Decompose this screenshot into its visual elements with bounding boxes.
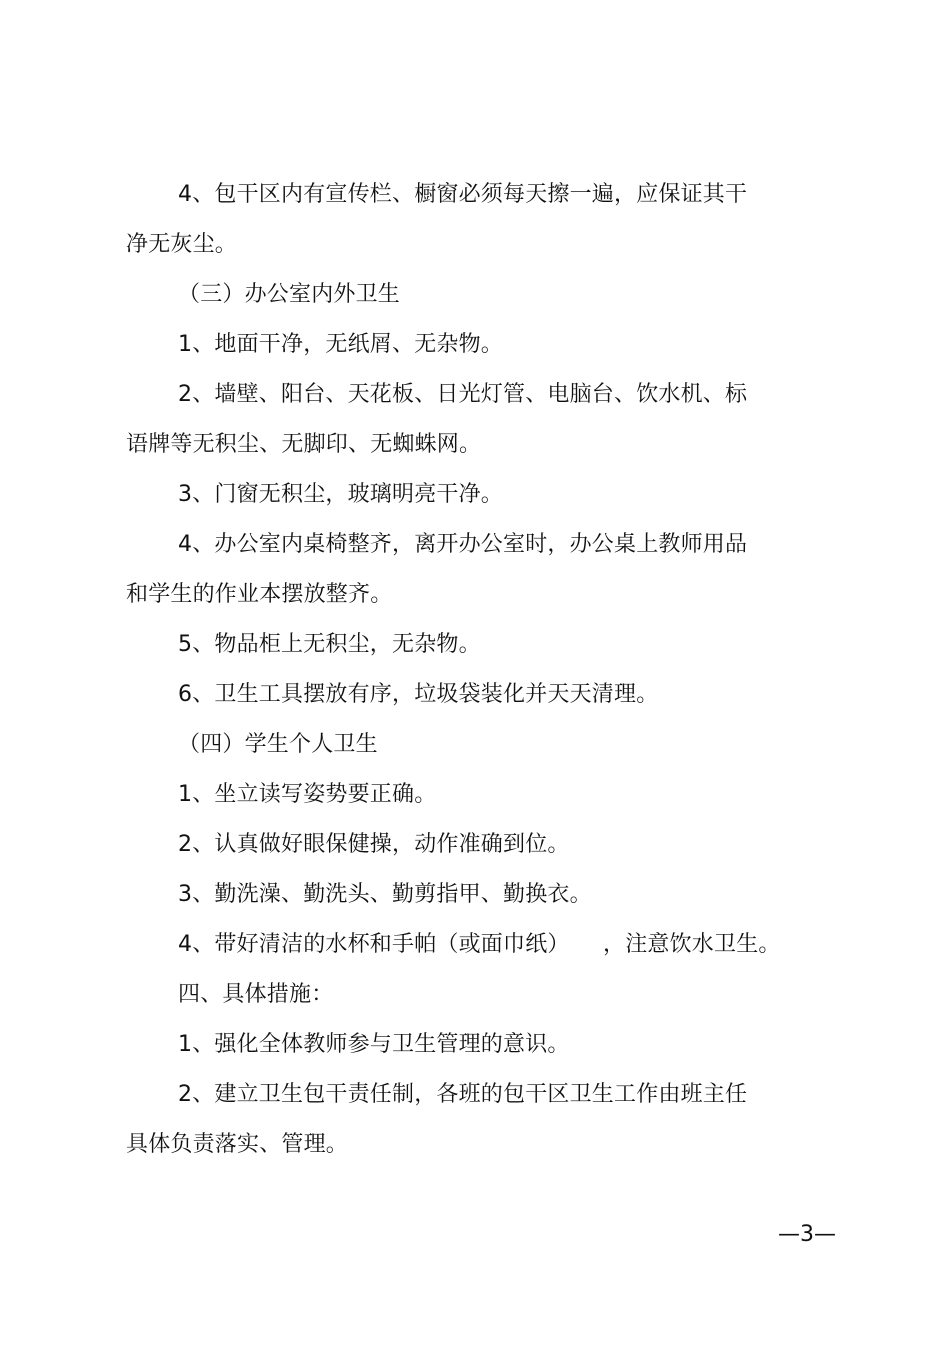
paragraph-line: 2、墙壁、阳台、天花板、日光灯管、电脑台、饮水机、标 <box>178 382 748 407</box>
section-heading: 四、具体措施： <box>178 982 334 1007</box>
paragraph-line: 1、强化全体教师参与卫生管理的意识。 <box>178 1032 570 1057</box>
paragraph-line: 3、勤洗澡、勤洗头、勤剪指甲、勤换衣。 <box>178 882 592 907</box>
paragraph-line: 和学生的作业本摆放整齐。 <box>126 582 393 607</box>
paragraph-line: 4、办公室内桌椅整齐，离开办公室时，办公桌上教师用品 <box>178 532 748 557</box>
paragraph-line: 净无灰尘。 <box>126 232 238 257</box>
paragraph-line: 5、物品柜上无积尘，无杂物。 <box>178 632 481 657</box>
section-heading: （三）办公室内外卫生 <box>178 282 401 307</box>
paragraph-line: 4、包干区内有宣传栏、橱窗必须每天擦一遍，应保证其干 <box>178 182 748 207</box>
paragraph-line: 1、坐立读写姿势要正确。 <box>178 782 437 807</box>
paragraph-line: 4、带好清洁的水杯和手帕（或面巾纸） ，注意饮水卫生。 <box>178 932 781 957</box>
paragraph-line: 3、门窗无积尘，玻璃明亮干净。 <box>178 482 503 507</box>
paragraph-line: 2、建立卫生包干责任制，各班的包干区卫生工作由班主任 <box>178 1082 748 1107</box>
paragraph-line: 2、认真做好眼保健操，动作准确到位。 <box>178 832 570 857</box>
paragraph-line: 语牌等无积尘、无脚印、无蜘蛛网。 <box>126 432 482 457</box>
paragraph-line: 1、地面干净，无纸屑、无杂物。 <box>178 332 503 357</box>
paragraph-line: 6、卫生工具摆放有序，垃圾袋装化并天天清理。 <box>178 682 659 707</box>
section-heading: （四）学生个人卫生 <box>178 732 378 757</box>
page-number: —3— <box>778 1222 836 1247</box>
paragraph-line: 具体负责落实、管理。 <box>126 1132 349 1157</box>
